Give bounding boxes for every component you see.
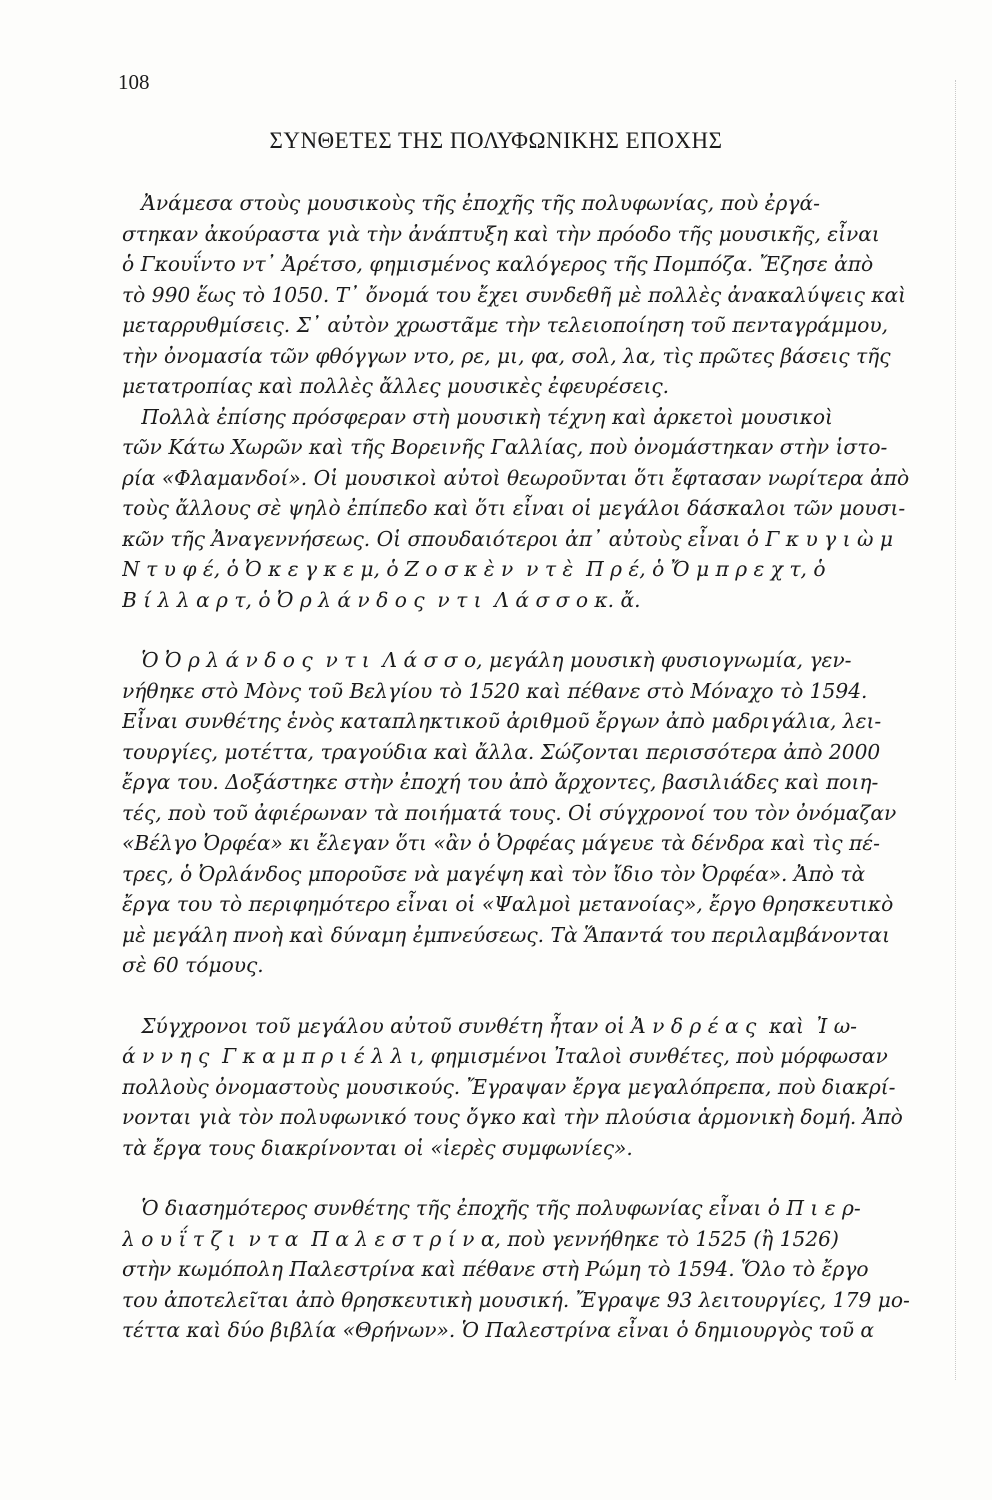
text-line: Εἶναι συνθέτης ἑνὸς καταπληκτικοῦ ἀριθμοῦ ἔργων ἀπὸ μαδριγάλια, λει- <box>122 709 882 733</box>
paragraph-palestrina <box>122 1193 954 1346</box>
text-line: μεταρρυθμίσεις. Σ᾽ αὐτὸν χρωστᾶμε τὴν τελειοποίηση τοῦ πενταγράμμου, <box>122 313 889 337</box>
text-line: Ἀνάμεσα στοὺς μουσικοὺς τῆς ἐποχῆς τῆς πολυφωνίας, ποὺ ἐργά- <box>122 191 820 215</box>
text-line: Ὁ Ὀ ρ λ ά ν δ ο ς ν τ ι Λ ά σ σ ο, μεγάλη μουσικὴ φυσιογνωμία, γεν- <box>122 648 852 672</box>
body-text <box>122 188 954 1346</box>
text-line: τὰ ἔργα τους διακρίνονται οἱ «ἱερὲς συμφωνίες». <box>122 1135 633 1160</box>
page-number: 108 <box>118 70 150 94</box>
paragraph-guido <box>122 188 954 615</box>
text-line: τῶν Κάτω Χωρῶν καὶ τῆς Βορεινῆς Γαλλίας, ποὺ ὀνομάστηκαν στὴν ἱστο- <box>122 435 888 459</box>
text-line: στηκαν ἀκούραστα γιὰ τὴν ἀνάπτυξη καὶ τὴν πρόοδο τῆς μουσικῆς, εἶναι <box>122 221 880 246</box>
paragraph-gap <box>122 615 954 645</box>
text-line: τοὺς ἄλλους σὲ ψηλὸ ἐπίπεδο καὶ ὅτι εἶναι οἱ μεγάλοι δάσκαλοι τῶν μουσι- <box>122 496 906 520</box>
text-line: τέττα καὶ δύο βιβλία «Θρήνων». Ὁ Παλεστρίνα εἶναι ὁ δημιουργὸς τοῦ α <box>122 1318 875 1342</box>
paragraph-gap <box>122 981 954 1011</box>
text-line: ρία «Φλαμανδοί». Οἱ μουσικοὶ αὐτοὶ θεωροῦνται ὅτι ἔφτασαν νωρίτερα ἀπὸ <box>122 465 910 490</box>
text-line: μετατροπίας καὶ πολλὲς ἄλλες μουσικὲς ἐφευρέσεις. <box>122 374 670 398</box>
text-line: Σύγχρονοι τοῦ μεγάλου αὐτοῦ συνθέτη ἦταν οἱ Ἀ ν δ ρ έ α ς καὶ Ἰ ω- <box>122 1013 857 1038</box>
text-line: τουργίες, μοτέττα, τραγούδια καὶ ἄλλα. Σώζονται περισσότερα ἀπὸ 2000 <box>122 739 881 764</box>
page-edge-shadow <box>955 80 959 1380</box>
text-line: Πολλὰ ἐπίσης πρόσφεραν στὴ μουσικὴ τέχνη καὶ ἀρκετοὶ μουσικοὶ <box>122 404 833 429</box>
text-line: τρες, ὁ Ὀρλάνδος μποροῦσε νὰ μαγέψη καὶ τὸν ἴδιο τὸν Ὀρφέα». Ἀπὸ τὰ <box>122 861 866 886</box>
text-line: Ὁ διασημότερος συνθέτης τῆς ἐποχῆς τῆς πολυφωνίας εἶναι ὁ Π ι ε ρ- <box>122 1196 861 1220</box>
text-line: ἔργα του. Δοξάστηκε στὴν ἐποχή του ἀπὸ ἄρχοντες, βασιλιάδες καὶ ποιη- <box>122 770 879 794</box>
text-line: στὴν κωμόπολη Παλεστρίνα καὶ πέθανε στὴ Ρώμη τὸ 1594. Ὅλο τὸ ἔργο <box>122 1257 869 1281</box>
text-line: τές, ποὺ τοῦ ἀφιέρωναν τὰ ποιήματά τους. Οἱ σύγχρονοί του τὸν ὀνόμαζαν <box>122 800 897 825</box>
paragraph-orlando <box>122 645 954 981</box>
text-line: πολλοὺς ὀνομαστοὺς μουσικούς. Ἔγραψαν ἔργα μεγαλόπρεπα, ποὺ διακρί- <box>122 1074 896 1099</box>
text-line: ἔργα του τὸ περιφημότερο εἶναι οἱ «Ψαλμοὶ μετανοίας», ἔργο θρησκευτικὸ <box>122 892 894 916</box>
text-line: ά ν ν η ς Γ κ α μ π ρ ι έ λ λ ι, φημισμένοι Ἰταλοὶ συνθέτες, ποὺ μόρφωσαν <box>122 1044 888 1068</box>
text-line: σὲ 60 τόμους. <box>122 953 264 977</box>
text-line: «Βέλγο Ὀρφέα» κι ἔλεγαν ὅτι «ἂν ὁ Ὀρφέας μάγευε τὰ δένδρα καὶ τὶς πέ- <box>122 831 880 855</box>
text-line: Ν τ υ φ έ, ὁ Ὀ κ ε γ κ ε μ, ὁ Ζ ο σ κ ὲ ν ν τ ὲ Π ρ έ, ὁ Ὄ μ π ρ ε χ τ, ὁ <box>122 557 826 581</box>
text-line: νονται γιὰ τὸν πολυφωνικό τους ὄγκο καὶ τὴν πλούσια ἁρμονικὴ δομή. Ἀπὸ <box>122 1105 903 1129</box>
text-line: λ ο υ ΐ τ ζ ι ν τ α Π α λ ε σ τ ρ ί ν α, ποὺ γεννήθηκε τὸ 1525 (ἢ 1526) <box>122 1226 839 1251</box>
paragraph-gap <box>122 1163 954 1193</box>
text-line: νήθηκε στὸ Μὸνς τοῦ Βελγίου τὸ 1520 καὶ πέθανε στὸ Μόναχο τὸ 1594. <box>122 678 868 703</box>
text-line: Β ί λ λ α ρ τ, ὁ Ὀ ρ λ ά ν δ ο ς ν τ ι Λ ά σ σ ο κ. ἄ. <box>122 587 641 612</box>
text-line: μὲ μεγάλη πνοὴ καὶ δύναμη ἐμπνεύσεως. Τὰ Ἅπαντά του περιλαμβάνονται <box>122 922 890 947</box>
text-line: ὁ Γκουΐντο ντ᾽ Ἀρέτσο, φημισμένος καλόγερος τῆς Πομπόζα. Ἔζησε ἀπὸ <box>122 252 874 276</box>
paragraph-gabrieli <box>122 1011 954 1164</box>
text-line: κῶν τῆς Ἀναγεννήσεως. Οἱ σπουδαιότεροι ἀπ᾽ αὐτοὺς εἶναι ὁ Γ κ υ γ ι ὼ μ <box>122 526 893 551</box>
text-line: τὴν ὀνομασία τῶν φθόγγων ντο, ρε, μι, φα, σολ, λα, τὶς πρῶτες βάσεις τῆς <box>122 343 891 368</box>
text-line: του ἀποτελεῖται ἀπὸ θρησκευτικὴ μουσική. Ἔγραψε 93 λειτουργίες, 179 μο- <box>122 1287 910 1312</box>
chapter-heading: ΣΥΝΘΕΤΕΣ ΤΗΣ ΠΟΛΥΦΩΝΙΚΗΣ ΕΠΟΧΗΣ <box>269 128 723 153</box>
text-line: τὸ 990 ἕως τὸ 1050. Τ᾽ ὄνομά του ἔχει συνδεθῆ μὲ πολλὲς ἀνακαλύψεις καὶ <box>122 282 907 307</box>
